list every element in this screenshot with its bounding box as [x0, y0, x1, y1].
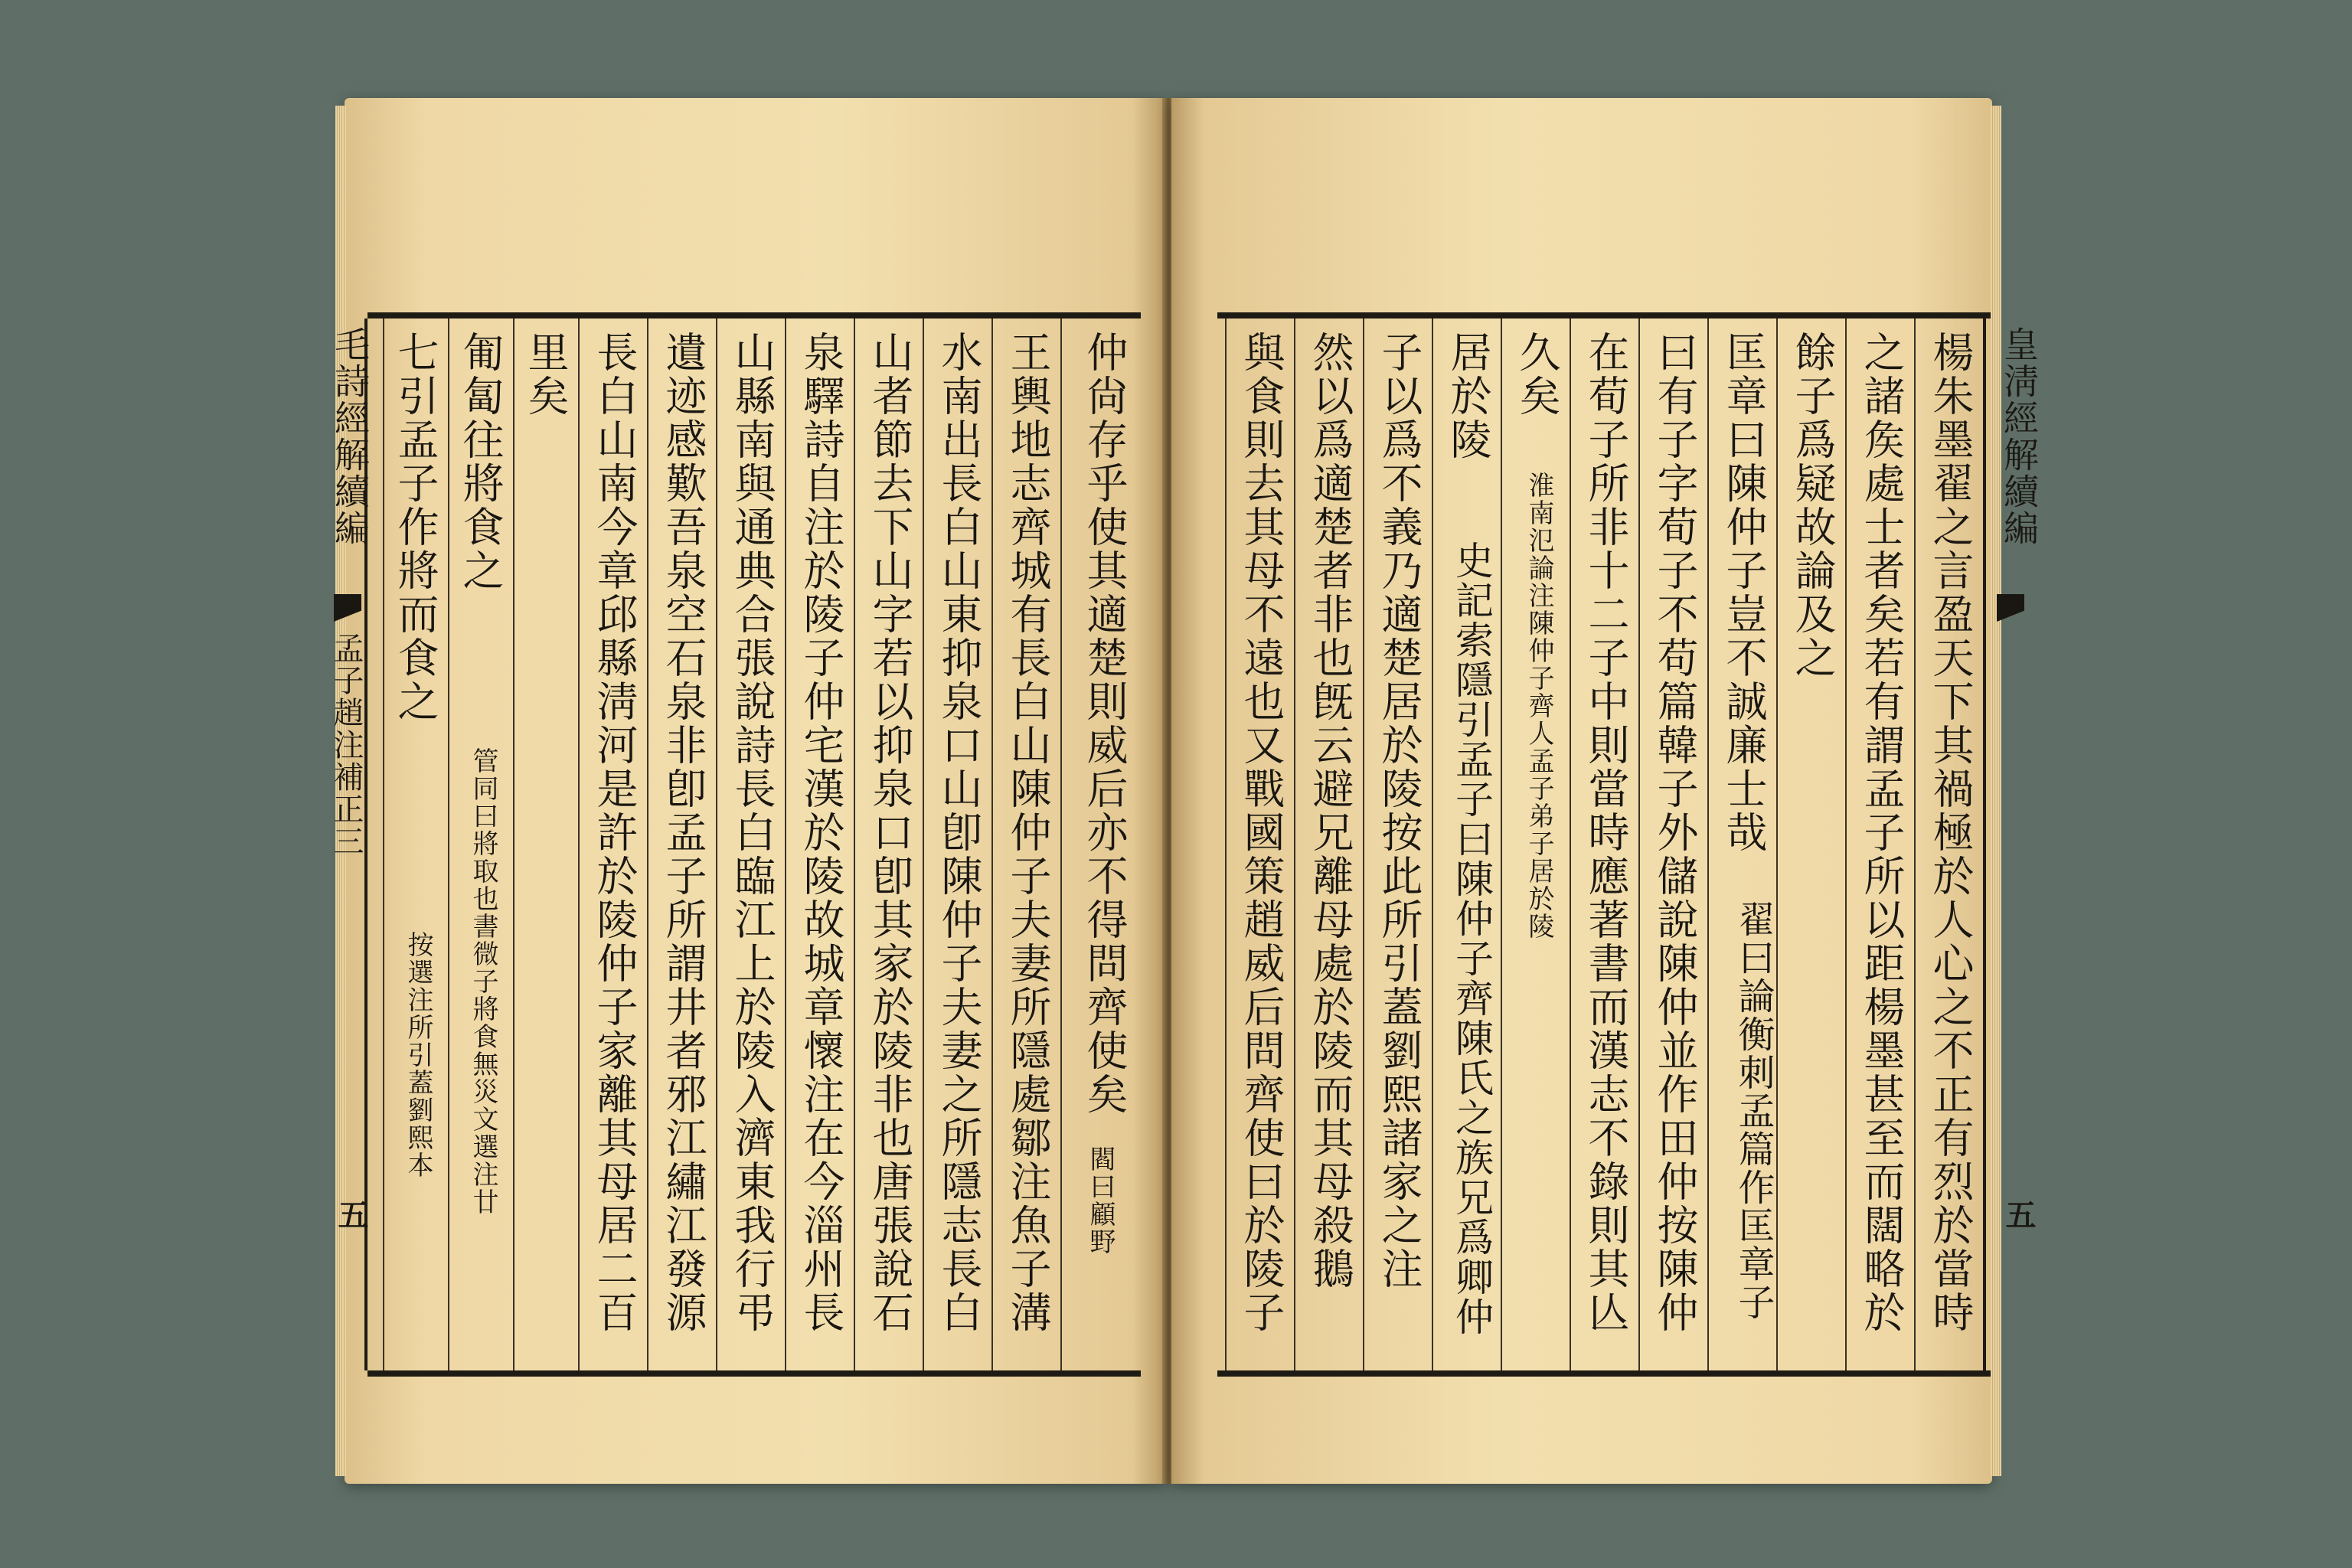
column-text: 泉驛詩自注於陵子仲宅漢於陵故城章懷注在今淄州長 [797, 331, 845, 1334]
column-text: 久矣 [1513, 331, 1561, 418]
text-column [448, 318, 513, 1370]
column-note: 閻曰顧野 [1085, 1145, 1116, 1256]
column-text: 長白山南今章邱縣淸河是許於陵仲子家離其母居二百 [590, 331, 639, 1334]
column-text: 然以爲適楚者非也旣云避兄離母處於陵而其母殺鵝 [1306, 331, 1354, 1291]
column-text: 山者節去下山字若以抑泉口卽其家於陵非也唐張說石 [866, 331, 914, 1334]
column-text: 七引孟子作將而食之 [391, 331, 439, 724]
open-book [328, 98, 2040, 1484]
column-note: 按選注所引蓋劉熙本 [403, 931, 433, 1179]
margin-column [328, 318, 371, 1370]
text-column [716, 318, 785, 1370]
column-note: 翟曰論衡刺孟篇作匡章子 [1732, 900, 1775, 1321]
column-text: 之諸矦處士者矣若有謂孟子所以距楊墨甚至而闊略於 [1857, 331, 1906, 1334]
text-column [1776, 318, 1845, 1370]
text-column [1363, 318, 1432, 1370]
text-column [647, 318, 716, 1370]
margin-title: 皇淸經解續編 [1998, 326, 2040, 547]
column-note: 淮南氾論注陳仲子齊人孟子弟子居於陵 [1524, 472, 1554, 940]
column-text: 遺迹感歎吾泉空石泉非卽孟子所謂井者邪江繡江發源 [659, 331, 707, 1334]
column-text: 楊朱墨翟之言盈天下其禍極於人心之不正有烈於當時 [1926, 331, 1975, 1334]
right-page [1171, 98, 2040, 1484]
left-page [328, 98, 1165, 1484]
page-number: 五 [2001, 1199, 2037, 1230]
text-column [1914, 318, 1983, 1370]
column-text: 水南出長白山東抑泉口山卽陳仲子夫妻之所隱志長白 [935, 331, 983, 1334]
text-column [383, 318, 448, 1370]
text-column [578, 318, 647, 1370]
column-text: 里矣 [521, 331, 570, 418]
column-text: 王輿地志齊城有長白山陳仲子夫妻所隱處鄒注魚子溝 [1004, 331, 1052, 1334]
column-text: 餘子爲疑故論及之 [1788, 331, 1837, 680]
column-text: 在荀子所非十二子中則當時應著書而漢志不錄則其亾 [1582, 331, 1630, 1334]
fishtail-marker [1997, 594, 2024, 622]
text-column [923, 318, 991, 1370]
margin-column [1983, 318, 2040, 1370]
column-note: 史記索隱引孟子曰陳仲子齊陳氏之族兄爲卿仲 [1449, 541, 1494, 1337]
text-column [1707, 318, 1776, 1370]
column-text: 山縣南與通典合張說詩長白臨江上於陵入濟東我行弔 [728, 331, 776, 1334]
text-column [1501, 318, 1570, 1370]
column-text: 匍匐往將食之 [456, 331, 505, 593]
text-column [1638, 318, 1707, 1370]
column-text: 曰有子字荀子不苟篇韓子外儲說陳仲並作田仲按陳仲 [1651, 331, 1699, 1334]
text-column [1432, 318, 1501, 1370]
text-column [1294, 318, 1363, 1370]
column-text: 與食則去其母不遠也又戰國策趙威后問齊使曰於陵子 [1237, 331, 1285, 1334]
text-column [513, 318, 578, 1370]
column-text: 子以爲不義乃適楚居於陵按此所引蓋劉熙諸家之注 [1375, 331, 1423, 1291]
left-text-frame [328, 312, 1141, 1377]
text-column [991, 318, 1060, 1370]
column-text: 居於陵 [1444, 331, 1492, 462]
text-column [1225, 318, 1294, 1370]
text-column [1570, 318, 1638, 1370]
column-text: 匡章曰陳仲子豈不誠廉士哉 [1720, 331, 1768, 854]
column-note: 管同曰將取也書微子將食無災文選注廿 [468, 747, 498, 1216]
page-stack-edge [1991, 106, 2001, 1476]
text-column [1060, 318, 1137, 1370]
margin-title: 毛詩經解續編 [329, 326, 371, 547]
page-number: 五 [333, 1199, 369, 1230]
column-text: 仲尙存乎使其適楚則威后亦不得問齊使矣 [1080, 331, 1129, 1116]
text-column [785, 318, 854, 1370]
margin-subtitle: 孟子趙注補正三 [328, 632, 364, 858]
text-column [854, 318, 923, 1370]
right-text-frame [1217, 312, 2040, 1377]
fishtail-marker [334, 594, 361, 622]
text-column [1845, 318, 1914, 1370]
